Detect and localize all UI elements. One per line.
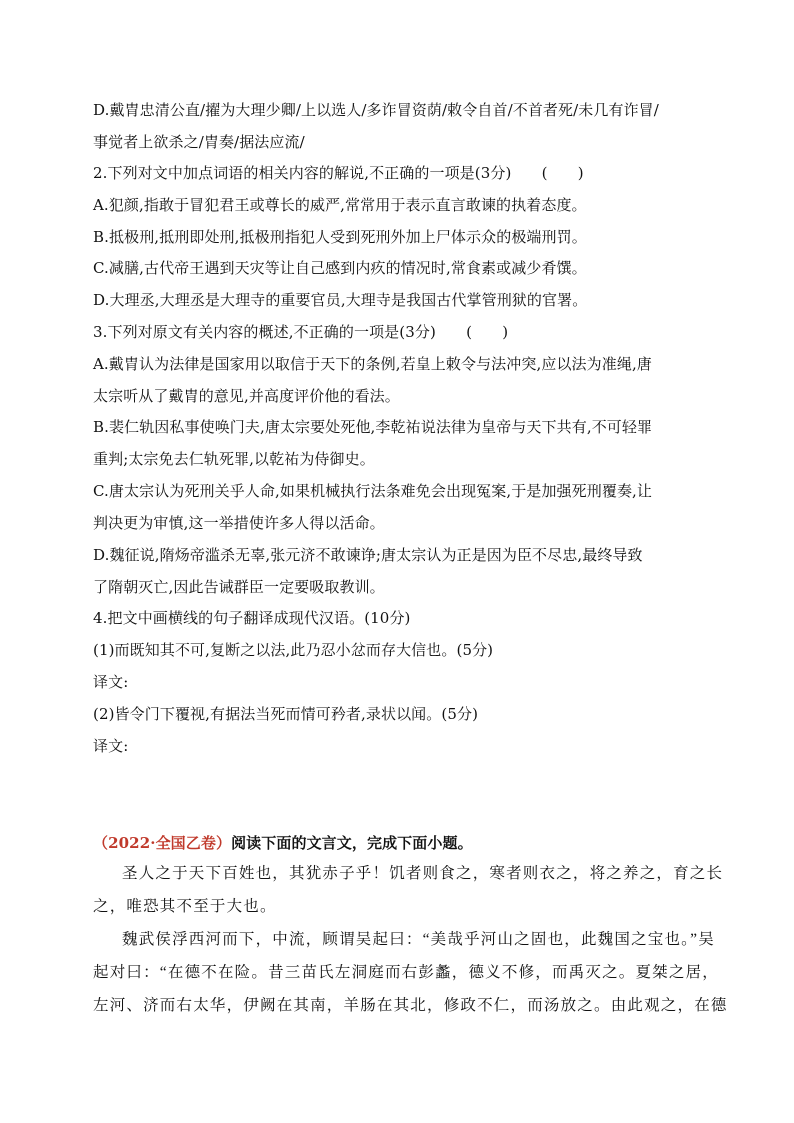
question-3-option-c-line-1: C.唐太宗认为死刑关乎人命,如果机械执行法条难免会出现冤案,于是加强死刑覆奏,让: [93, 482, 653, 500]
question-3-option-d-line-2: 了隋朝灭亡,因此告诫群臣一定要吸取教训。: [93, 578, 385, 596]
question-3-option-c-line-2: 判决更为审慎,这一举措使许多人得以活命。: [93, 514, 385, 532]
question-3-stem: 3.下列对原文有关内容的概述,不正确的一项是(3分) ( ): [93, 323, 509, 341]
question-2-option-b: B.抵极刑,抵刑即处刑,抵极刑指犯人受到死刑外加上尸体示众的极端刑罚。: [93, 228, 587, 246]
passage-line-2: 之，唯恐其不至于大也。: [93, 898, 277, 915]
question-4-sentence-1: (1)而既知其不可,复断之以法,此乃忍小忿而存大信也。(5分): [93, 641, 494, 659]
passage-line-3: 魏武侯浮西河而下，中流，顾谓吴起曰：“美哉乎河山之固也，此魏国之宝也。”吴: [122, 931, 715, 948]
passage-line-4: 起对曰：“在德不在险。昔三苗氏左洞庭而右彭蠡，德义不修，而禹灭之。夏桀之居，: [93, 964, 719, 981]
question-2-option-c: C.减膳,古代帝王遇到天灾等让自己感到内疚的情况时,常食素或减少肴馔。: [93, 259, 587, 277]
section-instruction: 阅读下面的文言文，完成下面小题。: [231, 834, 473, 852]
question-4-sentence-2: (2)皆令门下覆视,有据法当死而情可矜者,录状以闻。(5分): [93, 705, 479, 723]
source-tag: （2022·全国乙卷）: [93, 834, 232, 852]
question-2-stem: 2.下列对文中加点词语的相关内容的解说,不正确的一项是(3分) ( ): [93, 164, 584, 182]
question-3-option-a-line-2: 太宗听从了戴胄的意见,并高度评价他的看法。: [93, 387, 400, 405]
option-d-line-1: D.戴胄忠清公直/擢为大理少卿/上以选人/多诈冒资荫/敕令自首/不首者死/未几有诈冒/: [93, 101, 659, 119]
question-3-option-a-line-1: A.戴胄认为法律是国家用以取信于天下的条例,若皇上敕令与法冲突,应以法为准绳,唐: [93, 355, 652, 373]
translation-label-1: 译文:: [93, 673, 129, 691]
question-2-option-a: A.犯颜,指敢于冒犯君王或尊长的威严,常常用于表示直言敢谏的执着态度。: [93, 196, 587, 214]
translation-label-2: 译文:: [93, 737, 129, 755]
question-3-option-b-line-2: 重判;太宗免去仁轨死罪,以乾祐为侍御史。: [93, 450, 375, 468]
question-3-option-b-line-1: B.裴仁轨因私事使唤门夫,唐太宗要处死他,李乾祐说法律为皇帝与天下共有,不可轻罪: [93, 418, 653, 436]
passage-line-1: 圣人之于天下百姓也，其犹赤子乎！饥者则食之，寒者则衣之，将之养之，育之长: [122, 865, 724, 882]
question-3-option-d-line-1: D.魏征说,隋炀帝滥杀无辜,张元济不敢谏诤;唐太宗认为正是因为臣不尽忠,最终导致: [93, 546, 643, 564]
passage-line-5: 左河、济而右太华，伊阙在其南，羊肠在其北，修政不仁，而汤放之。由此观之，在德: [93, 997, 728, 1014]
question-4-stem: 4.把文中画横线的句子翻译成现代汉语。(10分): [93, 609, 411, 627]
question-2-option-d: D.大理丞,大理丞是大理寺的重要官员,大理寺是我国古代掌管刑狱的官署。: [93, 291, 588, 309]
section-heading: [93, 832, 473, 854]
option-d-line-2: 事觉者上欲杀之/胄奏/据法应流/: [93, 133, 305, 151]
